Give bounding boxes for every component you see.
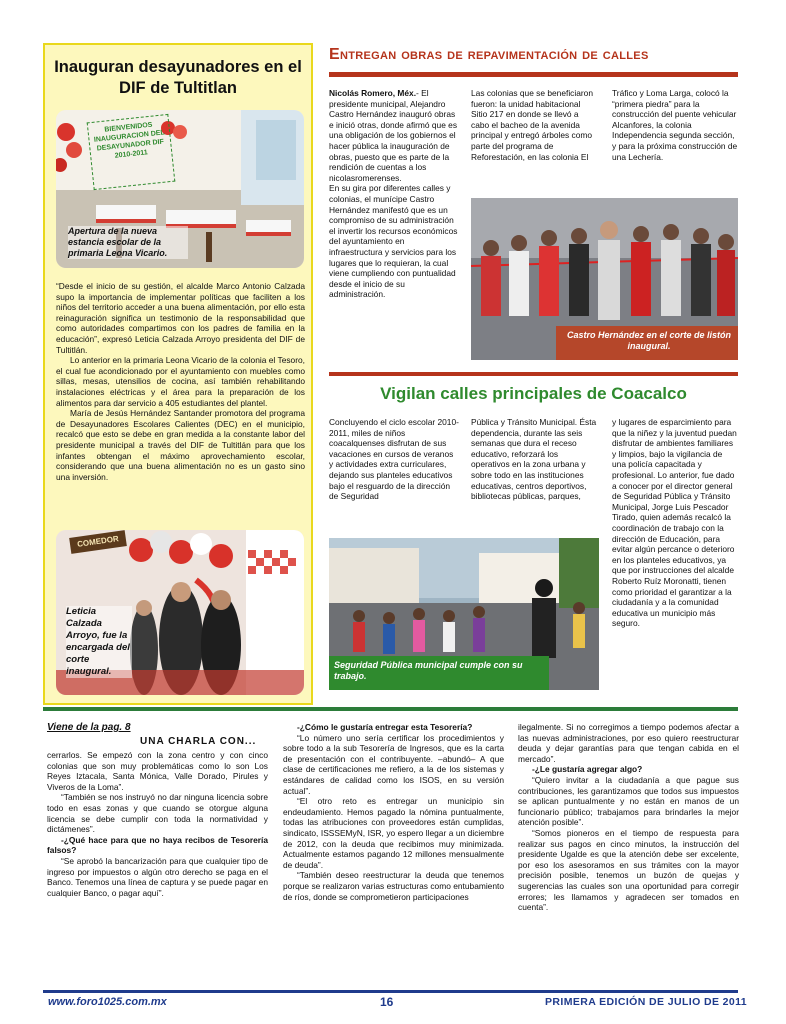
streets-col1b-text: En su gira por diferentes calles y colonias, el munícipe Castro Hernández manifestó que es un compromiso de su administración el invertir los recursos económicos del ayuntamiento en infraestructura y servicios para los lugares que lo requieran, la cual viene cumpliendo con puntualidad desde el inicio de su administración.: [329, 183, 458, 300]
streets-dateline: Nicolás Romero, Méx.: [329, 88, 417, 98]
coacalco-photo-caption: Seguridad Pública municipal cumple con su trabajo.: [334, 660, 523, 681]
dif-paragraph: “Desde el inicio de su gestión, el alcalde Marco Antonio Calzada supo la importancia de implementar políticas que faciliten a los niños del territorio acceder a una buena alimentación, por ello esta reinaguración significa un testimonio de la responsabilidad que como autoridades compartimos con los padres de familia en la educación”, expresó Leticia Calzada Arroyo presidenta del DIF de Tultitlán.: [56, 281, 305, 355]
streets-col3-text: Tráfico y Loma Larga, colocó la “primera piedra” para la construcción del puente vehicular Alcanfores, la colonia Independencia segunda sección, y para la próxima construcción de una Lechería.: [612, 88, 738, 162]
interview-paragraph: “Se aprobó la bancarización para que cualquier tipo de ingreso por impuestos o algún otro derecho se paga en el Banco. Tenemos una línea de captura y se puede pagar en cualquier Banco, o pagar aquí”.: [47, 855, 268, 898]
coacalco-col2-text: Pública y Tránsito Municipal. Ésta dependencia, durante las seis semanas que dura el receso educativo, reforzará los operativos en la zona urbana y sobre todo en las instituciones educativas, centros deportivos, bibliotecas públicas, parques,: [471, 417, 597, 502]
charla-col-2: [283, 722, 504, 902]
streets-col2-text: Las colonias que se beneficiaron fueron: la unidad habitacional Sitio 217 en donde se llevó a cabo el bacheo de la avenida principal y entregó árboles como parte del programa de Reforestación, en las colonia El: [471, 88, 593, 162]
dif-photo-ribbon-cutting: [56, 530, 304, 695]
streets-col-3: [612, 88, 738, 162]
comedor-sign: COMEDOR: [69, 530, 127, 554]
charla-col-1: [47, 750, 268, 898]
interview-paragraph: ilegalmente. Si no corregimos a tiempo podemos afectar a las nuevas administraciones, por eso quiero reestructurar deuda y dejar garantías para que tengan cabida en el mercado”.: [518, 722, 739, 764]
continued-from-label: Viene de la pag. 8: [47, 722, 131, 733]
interview-paragraph: “Lo número uno sería certificar los procedimientos y sobre todo a la sub Tesorería de Ingresos, que es la carta de presentación con el contribuyente. –abundó– A que clase de certificaciones me refiero, a la de los sistemas y estándares de calidad como los ISOS, en su versión actual”.: [283, 732, 504, 796]
streets-col-1: [329, 88, 459, 300]
coacalco-col-1: [329, 417, 459, 502]
interview-question: -¿Le gustaría agregar algo?: [532, 764, 643, 775]
dif-photo1-caption: Apertura de la nueva estancia escolar de la primaria Leona Vicario.: [68, 226, 188, 259]
dif-paragraph: María de Jesús Hernández Santander promotora del programa de Desayunadores Escolares Calientes (DEC) en el municipio, recalcó que esto se debe en gran medida a la constante labor del presidente municipal a través del DIF de Tultitlán para que los infantes obtengan el máximo aprovechamiento escolar, considerando que una buena alimentación no es un gasto sino una inversión.: [56, 408, 305, 482]
coacalco-col-3: [612, 417, 738, 629]
dif-photo2-caption: Leticia Calzada Arroyo, fue la encargada del corte inaugural.: [66, 606, 132, 678]
interview-paragraph: “También se nos instruyó no dar ninguna licencia sobre todo en esas zonas y que cuando se otorgue alguna licencia se debe cumplir con toda la normatividad y dictámenes”.: [47, 792, 268, 835]
streets-photo-ribbon: [471, 198, 738, 360]
coacalco-headline: Vigilan calles principales de Coacalco: [380, 384, 687, 403]
charla-top-rule: [43, 707, 738, 711]
interview-paragraph: “Quiero invitar a la ciudadanía a que pague sus contribuciones, les garantizamos que todos sus impuestos se aplican puntualmente y no están en manos de un funcionario público; trabajamos para brindarles la mejor atención posible”.: [518, 774, 739, 828]
dif-paragraph: Lo anterior en la primaria Leona Vicario de la colonia el Tesoro, el cual fue acondicionado por el ayuntamiento con muebles como sillas, mesas, utensilios de cocina, así también rehabilitando instalaciones eléctricas y el área para la preparación de los alimentos para dar servicio a 405 estudiantes del plantel.: [56, 355, 305, 408]
dif-headline: Inauguran desayunadores en el DIF de Tultitlan: [54, 58, 302, 97]
coacalco-photo-police: [329, 538, 599, 690]
footer-rule: [43, 990, 738, 993]
interview-question: -¿Cómo le gustaría entregar esta Tesorería?: [297, 722, 473, 732]
streets-photo-caption: Castro Hernández en el corte de listón inaugural.: [566, 330, 732, 351]
streets-title-rule: [329, 72, 738, 77]
interview-paragraph: cerrarlos. Se empezó con la zona centro y con cinco colonias que son muy problemáticas como lo son Los Reyes Iztacala, Santa Mónica, Valle Dorado, Pirules y Viveros de la Loma”.: [47, 750, 268, 792]
coacalco-col1-text: Concluyendo el ciclo escolar 2010-2011, miles de niños coacalquenses disfrutan de sus vacaciones en cursos de veranos y actividades extra curriculares, dejando sus planteles educativos bajo el resguardo de la dirección de Seguridad: [329, 417, 459, 502]
interview-paragraph: “Somos pioneros en el tiempo de respuesta para realizar sus pagos en cinco minutos, la instrucción del presidente Ugalde es que la atención debe ser excelente, por eso los asesoramos en sus trámites con la mayor precisión posible, tenemos un buzón de quejas y sugerencias las cuales son una oportunidad para corregir errores; les llamamos y agradecen ser tomados en cuenta”.: [518, 827, 739, 913]
streets-headline: Entregan obras de repavimentación de calles: [329, 46, 649, 63]
coacalco-col-2: [471, 417, 599, 502]
streets-col1-text: - El presidente municipal, Alejandro Castro Hernández inauguró obras e inició otras, donde afirmó que es una obligación de los gobiernos el hacer pública la inauguración de obras, puesto que es parte de la rendición de cuentas a los nicolasromerenses.: [329, 88, 458, 183]
coacalco-top-rule: [329, 372, 738, 376]
charla-kicker: UNA CHARLA CON...: [140, 736, 257, 747]
dif-body: [56, 281, 305, 482]
edition-label: PRIMERA EDICIÓN DE JULIO DE 2011: [545, 996, 748, 1008]
interview-paragraph: “También deseo reestructurar la deuda que tenemos porque se realizaron varias estructuras como entubamiento de ríos, donde se comprometieron participaciones: [283, 870, 504, 902]
charla-col-3: [518, 722, 739, 913]
footer-website-link[interactable]: www.foro1025.com.mx: [48, 996, 167, 1008]
coacalco-col3-text: y lugares de esparcimiento para que la niñez y la juventud puedan disfrutar de ambientes familiares y limpios, bajo la vigilancia de una policía capacitada y profesional. Lo anterior, fue dado a conocer por el director general de Seguridad Pública y Tránsito Municipal, Jorge Luis Pescador Tirado, quien además recalcó la coordinación de trabajo con la dirección de Educación, para evitar algún percance o deterioro en los planteles educativos, ya que por instrucciones del alcalde Roberto Ruíz Moronatti, tienen como prioridad el garantizar a la ciudadanía y a la comunidad educativa un municipio más seguro.: [612, 417, 737, 629]
welcome-sign: BIENVENIDOS INAUGURACION DEL DESAYUNADOR DIF 2010-2011: [87, 114, 176, 190]
streets-col-2: [471, 88, 599, 162]
interview-paragraph: “El otro reto es entregar un municipio sin endeudamiento. Hemos pagado la nómina puntualmente, todas las atribuciones con proveedores están cumplidas, sindicato, ISSSEMyN, ISR, yo espero llegar a un diciembre de 2012, con la deuda que recibimos muy minimizada. Actualmente estamos pagando 12 millones mensualmente de deuda”.: [283, 796, 504, 870]
dif-photo-dining-room: [56, 110, 304, 268]
interview-question: -¿Qué hace para que no haya recibos de Tesorería falsos?: [47, 834, 268, 856]
page-number: 16: [380, 995, 394, 1009]
